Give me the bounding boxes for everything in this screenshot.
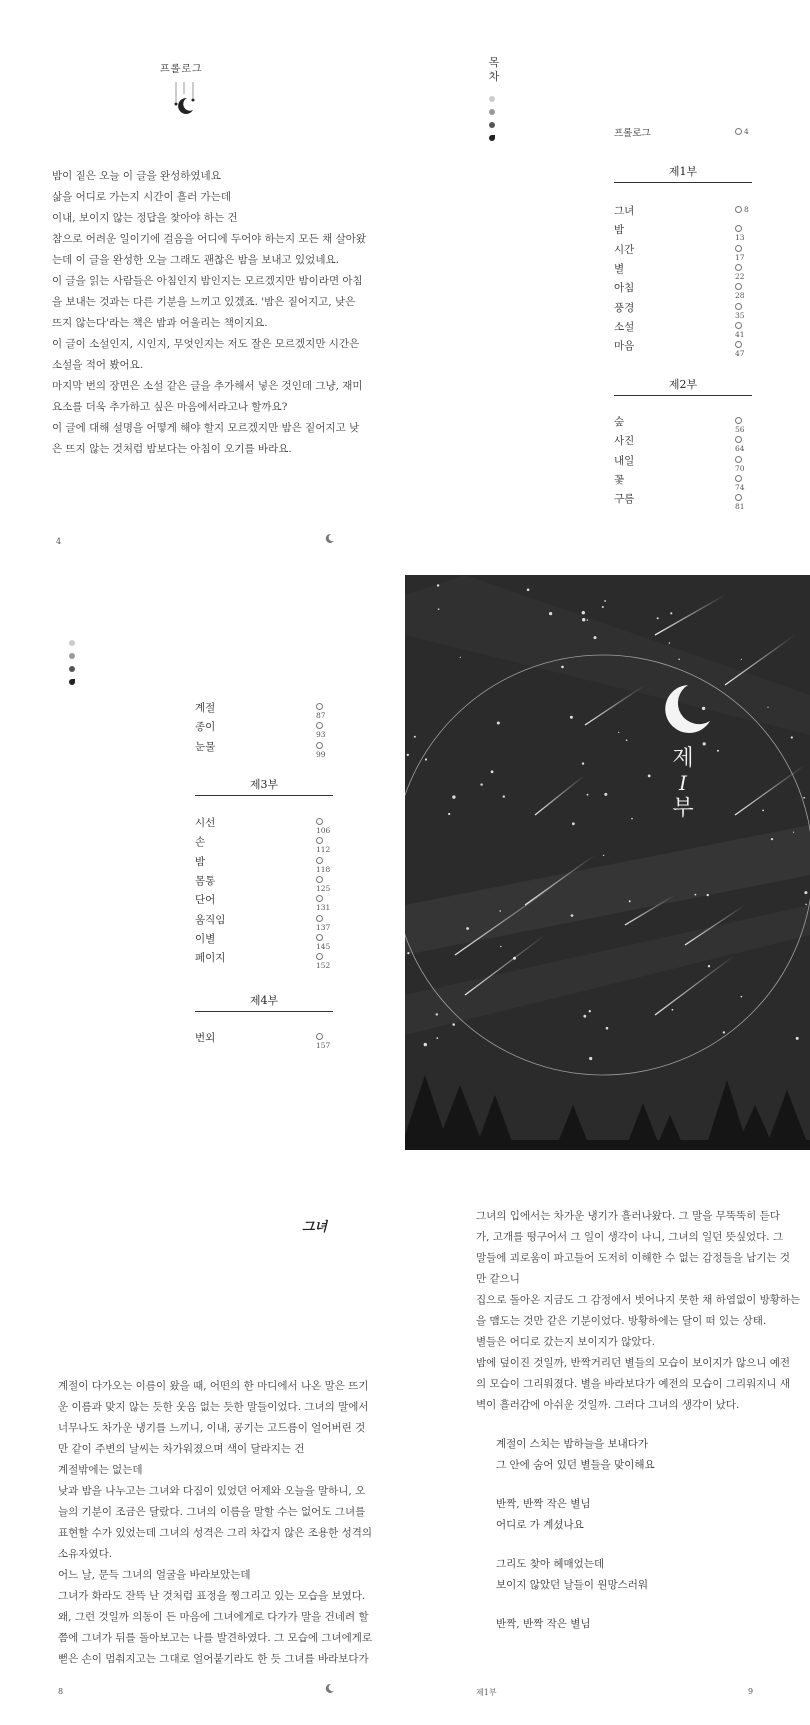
star xyxy=(723,1031,725,1033)
star xyxy=(741,996,743,998)
toc-item[interactable] xyxy=(195,834,333,855)
star xyxy=(626,739,628,741)
star xyxy=(500,946,501,947)
paragraph-line: 어느 날, 문득 그녀의 얼굴을 바라보았는데 xyxy=(58,1569,251,1581)
paragraph-line: 계절이 다가오는 이름이 왔을 때, 어떤의 한 마디에서 나온 말은 뜨기 xyxy=(58,1380,369,1392)
toc-item[interactable] xyxy=(195,815,333,833)
star xyxy=(571,914,574,917)
paragraph-line: 이 글에 대해 설명을 어떻게 해야 할지 모르겠지만 밤은 짙어지고 낮 xyxy=(52,422,360,434)
star xyxy=(587,794,589,796)
toc-item-title: 사진 xyxy=(614,435,635,448)
star xyxy=(708,965,710,967)
crescent-moon-icon xyxy=(325,1683,335,1693)
prologue-body xyxy=(52,166,366,460)
star xyxy=(589,1010,591,1012)
star xyxy=(717,750,719,752)
paragraph-line: 집으로 돌아온 지금도 그 감정에서 벗어나지 못한 채 하염없이 방황하는 xyxy=(476,1294,801,1306)
toc-item-title: 페이지 xyxy=(195,952,226,965)
toc-item-title: 숲 xyxy=(614,416,625,428)
star xyxy=(648,775,651,778)
toc-item-title: 프롤로그 xyxy=(614,128,651,139)
star xyxy=(703,742,706,745)
part-title-char: 제 xyxy=(672,746,694,771)
star xyxy=(480,783,482,785)
toc-item[interactable] xyxy=(614,300,752,318)
poem-line: 그리도 찾아 헤매었는데 xyxy=(496,1558,605,1570)
toc-item[interactable] xyxy=(195,892,333,913)
star xyxy=(436,1013,438,1015)
poem xyxy=(496,1434,655,1635)
star xyxy=(805,904,807,906)
page-number: 8 xyxy=(58,1687,64,1696)
star xyxy=(424,1043,427,1046)
paragraph-line: 의 모습이 그리워졌다. 별을 바라보다가 예전의 모습이 그리워지니 새 xyxy=(476,1378,791,1390)
toc-item-title: 별 xyxy=(614,262,625,275)
toc-item-page: 70 xyxy=(735,455,752,473)
star xyxy=(425,758,427,760)
star xyxy=(437,584,439,586)
toc-item-title: 내일 xyxy=(614,454,635,467)
toc-item[interactable] xyxy=(614,338,752,359)
star xyxy=(497,722,500,725)
toc-item[interactable] xyxy=(195,912,333,930)
part-title-char: 부 xyxy=(672,796,694,821)
toc-item-title: 시간 xyxy=(614,243,635,256)
toc-item[interactable] xyxy=(614,280,752,301)
star xyxy=(460,657,461,658)
moon-phase-icon xyxy=(489,135,495,141)
star xyxy=(669,642,671,644)
toc-item-title: 밤 xyxy=(195,855,206,868)
toc-item-page: 99 xyxy=(316,741,333,759)
star xyxy=(594,636,597,639)
poem-line: 보이지 않았던 날들이 원망스러워 xyxy=(496,1579,649,1591)
toc-item-title: 단어 xyxy=(195,894,216,907)
toc-item[interactable] xyxy=(614,453,752,471)
toc-item-title: 소설 xyxy=(614,320,635,333)
paragraph-line: 을 맴도는 것만 같은 기분이었다. 방황하에는 달이 떠 있는 상태. xyxy=(476,1315,767,1327)
star xyxy=(583,1015,586,1018)
star xyxy=(796,1037,799,1040)
star xyxy=(631,818,633,820)
chapter-title: 그녀 xyxy=(302,1220,328,1235)
star xyxy=(582,611,585,614)
paragraph-line: 늘의 기분이 조금은 달랐다. 그녀의 이름을 말할 수는 없어도 그녀를 xyxy=(58,1506,366,1518)
toc-item[interactable] xyxy=(614,242,752,260)
star xyxy=(707,894,709,896)
toc-item-page: 8 xyxy=(735,205,749,214)
toc-item-title: 꽃 xyxy=(614,473,625,486)
paragraph-line: 소유자였다. xyxy=(58,1548,113,1560)
star xyxy=(793,832,794,833)
paragraph-line: 벽이 흘러감에 아쉬운 것일까. 그러다 그녀의 생각이 났다. xyxy=(476,1399,740,1411)
moon-phase-icon xyxy=(69,679,75,685)
moon-phase-icon xyxy=(489,96,495,102)
paragraph-line: 이내, 보이지 않는 정답을 찾아야 하는 건 xyxy=(52,212,238,224)
paragraph-line: 가, 고개를 떵구어서 그 일이 생각이 나니, 그녀의 일던 뜻싶었다. 그 xyxy=(476,1231,784,1243)
paragraph-line: 별들은 어디로 갔는지 보이지가 않았다. xyxy=(476,1336,655,1348)
toc-item-page: 118 xyxy=(316,856,333,874)
star xyxy=(803,797,805,799)
star xyxy=(589,1057,592,1060)
paragraph-line: 만 같으니 xyxy=(476,1273,520,1285)
toc-item-title: 마음 xyxy=(614,340,635,353)
toc-item-page: 152 xyxy=(316,952,333,970)
star xyxy=(503,795,505,797)
moon-phase-dots xyxy=(69,640,75,692)
paragraph-line: 뻗은 손이 멈춰지고는 그대로 얼어붙기라도 한 듯 그녀를 바라보다가 xyxy=(58,1653,369,1665)
star xyxy=(438,608,440,610)
toc-item-page: 13 xyxy=(735,224,752,242)
star xyxy=(407,952,409,954)
paragraph-line: 은 뜨지 않는 것처럼 밤보다는 아침이 오기를 바라요. xyxy=(52,443,292,455)
toc-item-title: 움직임 xyxy=(195,913,226,926)
poem-line xyxy=(496,1536,655,1554)
star xyxy=(436,1037,438,1039)
star xyxy=(791,736,793,738)
star xyxy=(407,754,409,756)
poem-line xyxy=(496,1596,655,1614)
toc-item-title: 이별 xyxy=(195,932,216,945)
star xyxy=(602,606,604,608)
toc-item-title: 눈물 xyxy=(195,740,216,753)
toc-item-title: 구름 xyxy=(614,493,635,506)
page-number: 4 xyxy=(56,537,62,546)
star xyxy=(452,795,455,798)
paragraph-line: 만 같이 주변의 날씨는 차가워졌으며 색이 달라지는 건 xyxy=(58,1443,305,1455)
star xyxy=(448,813,450,815)
paragraph-line: 너무나도 차가운 냉기를 느끼니, 이내, 공기는 고드름이 얼어버린 것 xyxy=(58,1422,366,1434)
toc-item[interactable] xyxy=(195,950,333,971)
toc-item-page: 22 xyxy=(735,263,752,281)
toc-item-page: 74 xyxy=(735,474,752,492)
star xyxy=(414,736,416,738)
moon-phase-icon xyxy=(69,640,75,646)
star xyxy=(499,910,501,912)
paragraph-line: 요소를 더욱 추가하고 싶은 마음에서라고나 할까요? xyxy=(52,401,288,413)
toc-item-title: 종이 xyxy=(195,721,216,734)
toc-item-title: 시선 xyxy=(195,817,216,829)
star xyxy=(582,618,585,621)
toc-item-page: 64 xyxy=(735,435,752,453)
star xyxy=(618,732,619,733)
paragraph-line: 왜, 그런 것일까 의동이 든 마음에 그녀에게로 다가가 말을 건네려 할 xyxy=(58,1611,369,1623)
paragraph-line: 참으로 어려운 일이기에 걸음을 어디에 두어야 하는지 모든 채 살아왔 xyxy=(52,233,367,245)
toc-item-title: 아침 xyxy=(614,282,635,295)
paragraph-line: 표현할 수가 있었는데 그녀의 성격은 그리 차갑지 않은 조용한 성격의 xyxy=(58,1527,373,1539)
star xyxy=(702,707,705,710)
part-heading: 제1부 xyxy=(614,163,752,183)
paragraph-line: 그녀가 화라도 잔뜩 난 것처럼 표정을 찡그리고 있는 모습을 보였다. xyxy=(58,1590,366,1602)
toc-item-title: 번외 xyxy=(195,1032,216,1044)
toc-item[interactable] xyxy=(195,1030,333,1048)
toc-item[interactable] xyxy=(195,739,333,757)
poem-line xyxy=(496,1476,655,1494)
star xyxy=(670,612,672,614)
paragraph-line: 이 글을 읽는 사람들은 아침인지 밤인지는 모르겠지만 밤이라면 아침 xyxy=(52,275,363,287)
toc-item-page: 131 xyxy=(316,894,333,912)
toc-item[interactable] xyxy=(614,472,752,490)
toc-item-page: 56 xyxy=(735,416,752,434)
poem-line: 그 안에 숨어 있던 별들을 맞이해요 xyxy=(496,1459,655,1471)
toc-item-page: 112 xyxy=(316,836,333,854)
toc-item[interactable] xyxy=(614,125,752,143)
toc-item-title: 몸통 xyxy=(195,874,216,887)
moon-phase-icon xyxy=(69,666,75,672)
paragraph-line: 삶을 어디로 가는지 시간이 흘러 가는데 xyxy=(52,191,231,203)
toc-item[interactable] xyxy=(195,700,333,718)
poem-line: 어디로 가 계셨나요 xyxy=(496,1519,584,1531)
star xyxy=(804,891,807,894)
poem-line: 반짝, 반짝 작은 별님 xyxy=(496,1498,591,1510)
part-heading: 제4부 xyxy=(195,992,333,1012)
toc-item[interactable] xyxy=(614,433,752,454)
toc-item-page: 137 xyxy=(316,914,333,932)
part-heading: 제2부 xyxy=(614,376,752,396)
toc-item[interactable] xyxy=(614,414,752,432)
toc-item[interactable] xyxy=(614,319,752,337)
toc-item-title: 손 xyxy=(195,836,206,849)
toc-item-page: 47 xyxy=(735,340,752,358)
star xyxy=(695,894,697,896)
toc-item-page: 28 xyxy=(735,282,752,300)
toc-item-page: 87 xyxy=(316,702,333,720)
toc-item[interactable] xyxy=(195,931,333,949)
star xyxy=(604,600,606,602)
toc-item-page: 41 xyxy=(735,321,752,339)
toc-item-page: 145 xyxy=(316,933,333,951)
hanging-moon-icon xyxy=(165,82,205,118)
moon-phase-dots xyxy=(489,96,495,148)
toc-item-title: 그녀 xyxy=(614,205,635,217)
star xyxy=(678,659,680,661)
paragraph-line: 운 이름과 맞지 않는 듯한 웃음 없는 듯한 말들이었다. 그녀의 말에서 xyxy=(58,1401,369,1413)
star xyxy=(549,612,552,615)
toc-item-page: 106 xyxy=(316,817,333,835)
toc-item[interactable] xyxy=(614,261,752,279)
night-sky-illustration xyxy=(405,575,810,1150)
star xyxy=(452,1023,455,1026)
paragraph-line: 소설을 적어 봤어요. xyxy=(52,359,144,371)
part-heading: 제3부 xyxy=(195,776,333,796)
toc-item[interactable] xyxy=(614,491,752,512)
chapter-body-right xyxy=(476,1206,800,1416)
paragraph-line: 계절밖에는 없는데 xyxy=(58,1464,143,1476)
toc-item[interactable] xyxy=(195,854,333,872)
star xyxy=(570,716,573,719)
star xyxy=(572,822,575,825)
star xyxy=(767,707,768,708)
toc-item-title: 풍경 xyxy=(614,301,635,314)
star xyxy=(771,838,773,840)
star xyxy=(491,770,494,773)
moon-phase-icon xyxy=(489,109,495,115)
star xyxy=(672,1009,674,1011)
star xyxy=(527,589,530,592)
toc-item-page: 93 xyxy=(316,721,333,739)
star xyxy=(741,659,742,660)
paragraph-line: 뜨지 않는다'라는 책은 밤과 어울리는 책이지요. xyxy=(52,317,268,329)
toc-title: 목차 xyxy=(488,56,500,83)
paragraph-line: 는데 이 글을 완성한 오늘 그래도 괜찮은 밤을 보내고 있었네요. xyxy=(52,254,339,266)
paragraph-line: 마지막 번의 장면은 소설 같은 글을 추가해서 넣은 것인데 그냥, 재미 xyxy=(52,380,363,392)
poem-line: 반짝, 반짝 작은 별님 xyxy=(496,1618,591,1630)
star xyxy=(582,762,584,764)
star xyxy=(466,927,469,930)
toc-item-title: 밤 xyxy=(614,224,625,237)
prologue-title: 프롤로그 xyxy=(160,64,203,75)
poem-line: 계절이 스치는 밤하늘을 보내다가 xyxy=(496,1438,649,1450)
toc-item[interactable] xyxy=(614,203,752,221)
star xyxy=(762,810,764,812)
part-title-char: I xyxy=(679,771,687,795)
toc-item-title: 계절 xyxy=(195,702,216,714)
star xyxy=(629,900,631,902)
toc-item[interactable] xyxy=(195,719,333,740)
moon-phase-icon xyxy=(489,122,495,128)
page-number: 9 xyxy=(748,1687,754,1696)
chapter-body-left xyxy=(58,1376,372,1670)
star xyxy=(587,619,588,620)
paragraph-line: 이 글이 소설인지, 시인지, 무엇인지는 저도 잘은 모르겠지만 시간은 xyxy=(52,338,360,350)
moon-phase-icon xyxy=(69,653,75,659)
toc-item[interactable] xyxy=(614,222,752,243)
crescent-moon-icon xyxy=(325,533,335,543)
toc-item-page: 35 xyxy=(735,302,752,320)
toc-item-page: 4 xyxy=(735,127,749,136)
star xyxy=(561,666,564,669)
paragraph-line: 낮과 밤을 나누고는 그녀와 다짐이 있었던 어제와 오늘을 말하니, 오 xyxy=(58,1485,366,1497)
paragraph-line: 밤에 덮이진 것일까, 반짝거리던 별들의 모습이 보이지가 않으니 예전 xyxy=(476,1357,791,1369)
toc-item-page: 125 xyxy=(316,875,333,893)
toc-item[interactable] xyxy=(195,873,333,891)
star xyxy=(606,1027,609,1030)
star xyxy=(604,793,607,796)
paragraph-line: 밤이 짙은 오늘 이 글을 완성하였네요 xyxy=(52,170,221,182)
running-head: 제1부 xyxy=(476,1688,497,1697)
star xyxy=(603,855,604,856)
paragraph-line: 쯤에 그녀가 뒤를 돌아보고는 나를 발견하였다. 그 모습에 그녀에게로 xyxy=(58,1632,373,1644)
toc-item-page: 17 xyxy=(735,244,752,262)
toc-item-page: 157 xyxy=(316,1032,333,1050)
star xyxy=(657,617,659,619)
paragraph-line: 말들에 괴로움이 파고들어 도저히 이해한 수 없는 감정들을 남기는 것 xyxy=(476,1252,791,1264)
paragraph-line: 을 보내는 것과는 다른 기분을 느끼고 있겠죠. '밤은 짙어지고, 낮은 xyxy=(52,296,356,308)
paragraph-line: 그녀의 입에서는 차가운 냉기가 흘러나왔다. 그 말을 무뚝뚝히 듣다 xyxy=(476,1210,780,1222)
toc-item-page: 81 xyxy=(735,493,752,511)
